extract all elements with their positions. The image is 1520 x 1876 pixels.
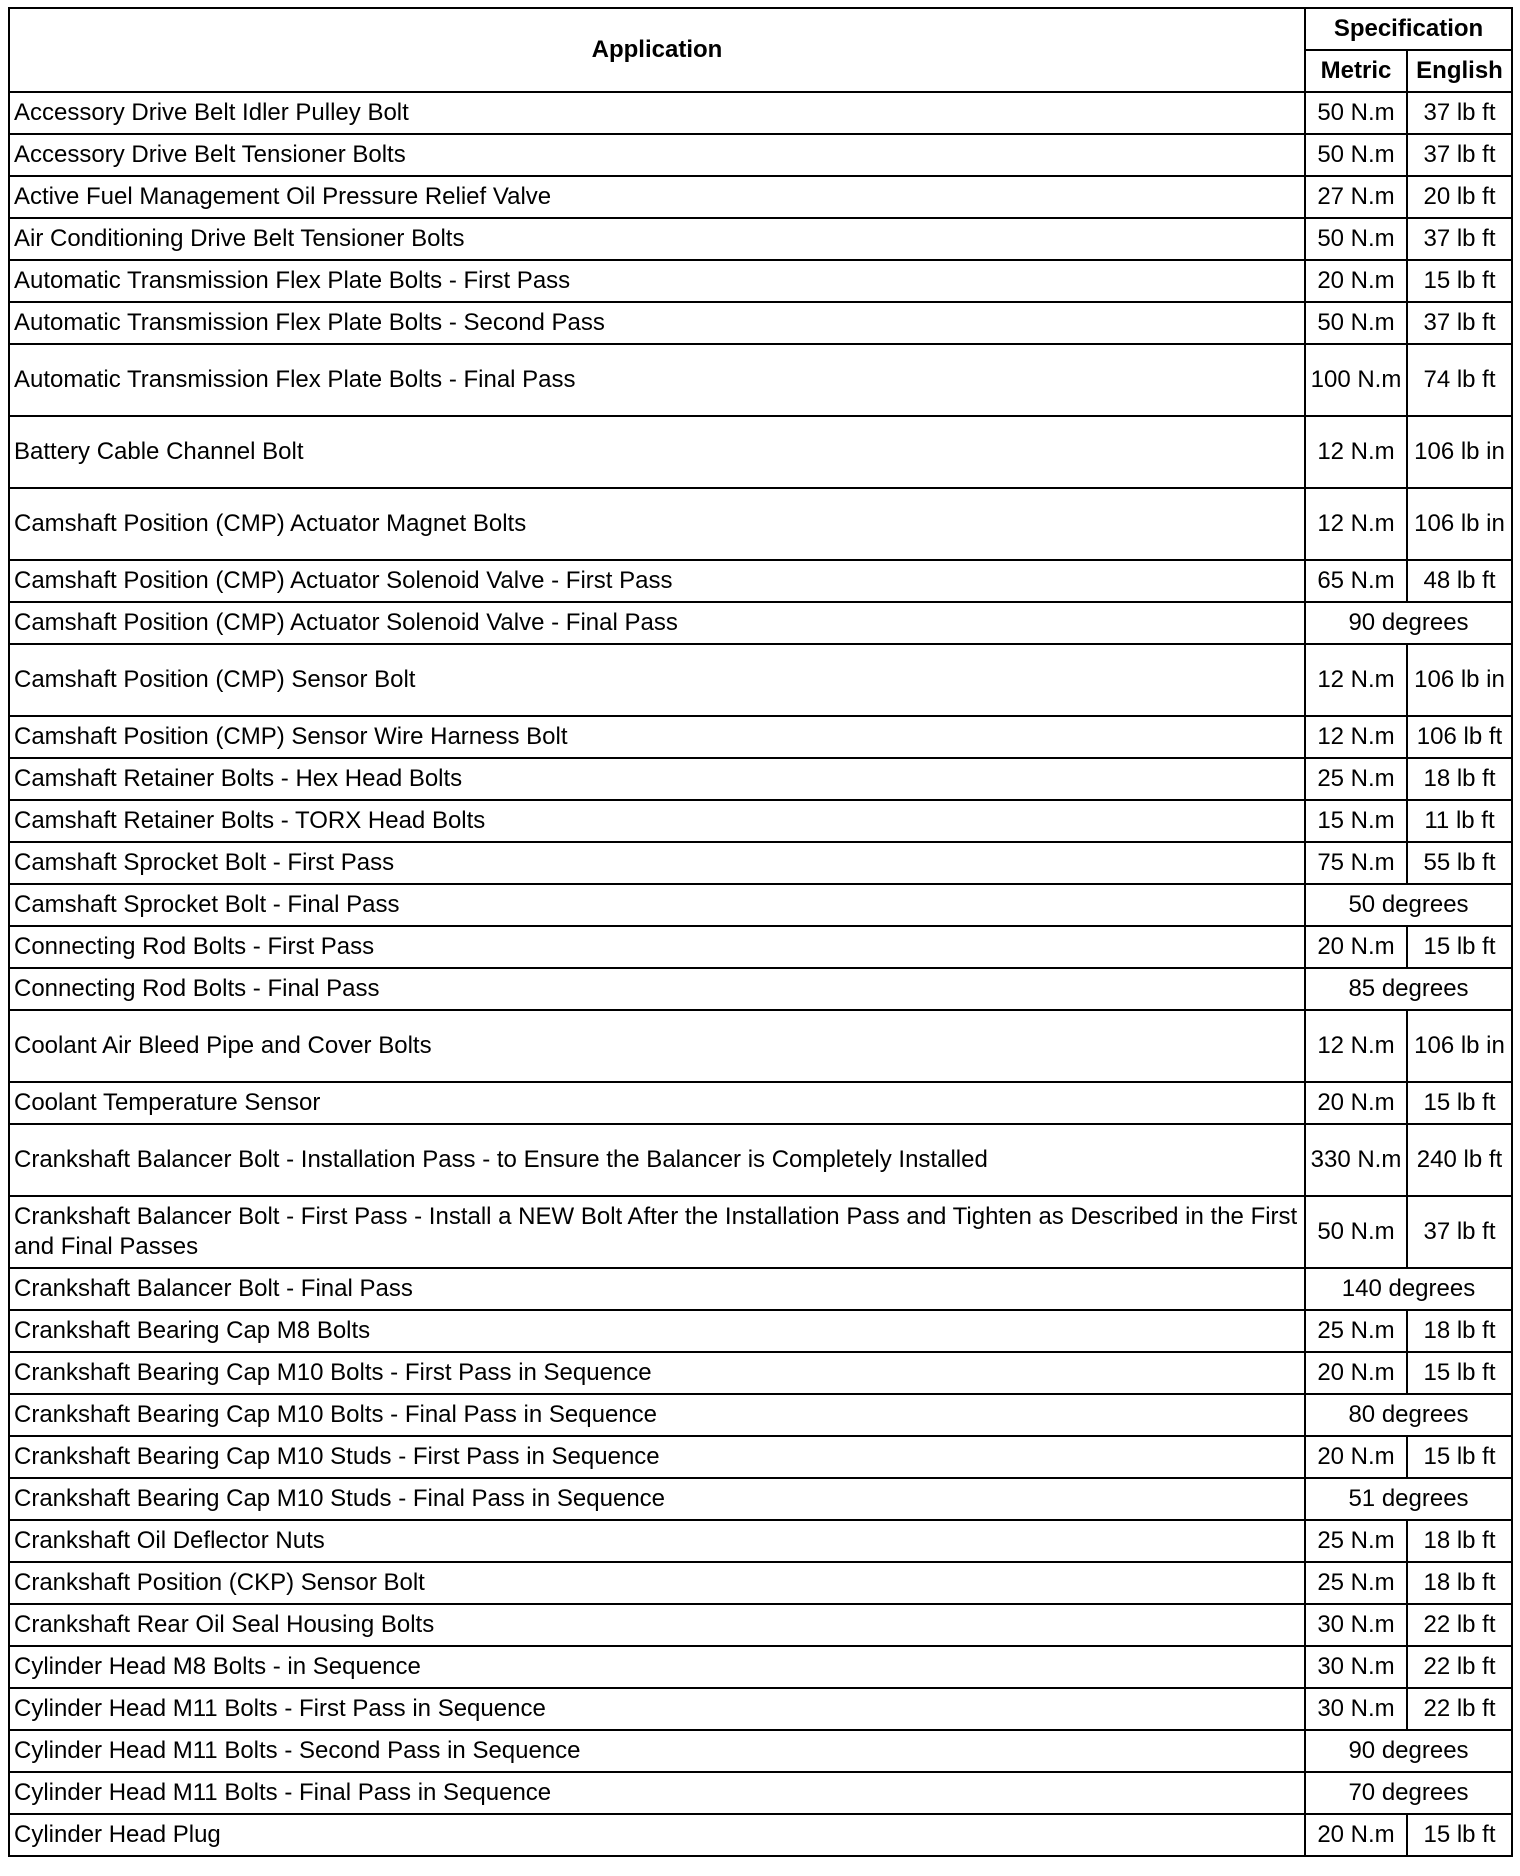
application-cell: Camshaft Retainer Bolts - Hex Head Bolts [9,758,1305,800]
english-cell: 55 lb ft [1407,842,1512,884]
application-cell: Camshaft Position (CMP) Actuator Magnet Bolts [9,488,1305,560]
angle-spec-cell: 140 degrees [1305,1268,1512,1310]
english-cell: 15 lb ft [1407,260,1512,302]
application-cell: Cylinder Head M8 Bolts - in Sequence [9,1646,1305,1688]
metric-cell: 25 N.m [1305,758,1407,800]
english-cell: 15 lb ft [1407,1352,1512,1394]
table-row [9,560,1512,602]
metric-cell: 25 N.m [1305,1520,1407,1562]
application-cell: Crankshaft Balancer Bolt - First Pass - Install a NEW Bolt After the Installation Pass and Tighten as Described in the First and Final Passes [9,1196,1305,1268]
angle-spec-cell: 51 degrees [1305,1478,1512,1520]
application-cell: Crankshaft Balancer Bolt - Installation Pass - to Ensure the Balancer is Completely Installed [9,1124,1305,1196]
metric-cell: 20 N.m [1305,1352,1407,1394]
metric-cell: 30 N.m [1305,1688,1407,1730]
english-cell: 18 lb ft [1407,1310,1512,1352]
english-cell: 106 lb in [1407,416,1512,488]
application-cell: Automatic Transmission Flex Plate Bolts - Second Pass [9,302,1305,344]
table-row [9,92,1512,134]
english-cell: 48 lb ft [1407,560,1512,602]
application-cell: Battery Cable Channel Bolt [9,416,1305,488]
english-cell: 15 lb ft [1407,926,1512,968]
angle-spec-cell: 90 degrees [1305,1730,1512,1772]
application-cell: Automatic Transmission Flex Plate Bolts - Final Pass [9,344,1305,416]
english-cell: 37 lb ft [1407,302,1512,344]
table-body [9,92,1512,1856]
english-cell: 18 lb ft [1407,758,1512,800]
application-cell: Active Fuel Management Oil Pressure Relief Valve [9,176,1305,218]
metric-cell: 20 N.m [1305,926,1407,968]
fastener-spec-table [8,7,1513,1857]
table-row [9,1268,1512,1310]
metric-cell: 20 N.m [1305,1436,1407,1478]
metric-cell: 25 N.m [1305,1562,1407,1604]
application-cell: Crankshaft Bearing Cap M10 Bolts - Final Pass in Sequence [9,1394,1305,1436]
english-cell: 240 lb ft [1407,1124,1512,1196]
metric-cell: 12 N.m [1305,488,1407,560]
metric-cell: 27 N.m [1305,176,1407,218]
metric-cell: 20 N.m [1305,260,1407,302]
angle-spec-cell: 80 degrees [1305,1394,1512,1436]
table-row [9,926,1512,968]
english-cell: 11 lb ft [1407,800,1512,842]
table-row [9,1394,1512,1436]
application-cell: Coolant Temperature Sensor [9,1082,1305,1124]
english-cell: 106 lb in [1407,644,1512,716]
angle-spec-cell: 90 degrees [1305,602,1512,644]
application-cell: Air Conditioning Drive Belt Tensioner Bolts [9,218,1305,260]
english-cell: 106 lb in [1407,1010,1512,1082]
specification-header: Specification [1305,8,1512,50]
application-cell: Accessory Drive Belt Tensioner Bolts [9,134,1305,176]
english-cell: 22 lb ft [1407,1646,1512,1688]
english-cell: 22 lb ft [1407,1688,1512,1730]
metric-cell: 20 N.m [1305,1082,1407,1124]
english-cell: 37 lb ft [1407,1196,1512,1268]
table-row [9,884,1512,926]
metric-cell: 15 N.m [1305,800,1407,842]
metric-cell: 75 N.m [1305,842,1407,884]
application-cell: Cylinder Head M11 Bolts - First Pass in Sequence [9,1688,1305,1730]
english-cell: 15 lb ft [1407,1814,1512,1856]
application-cell: Camshaft Position (CMP) Actuator Solenoid Valve - Final Pass [9,602,1305,644]
application-header: Application [9,8,1305,92]
metric-cell: 12 N.m [1305,644,1407,716]
application-cell: Camshaft Sprocket Bolt - First Pass [9,842,1305,884]
application-cell: Crankshaft Position (CKP) Sensor Bolt [9,1562,1305,1604]
table-row [9,1310,1512,1352]
application-cell: Connecting Rod Bolts - First Pass [9,926,1305,968]
application-cell: Automatic Transmission Flex Plate Bolts - First Pass [9,260,1305,302]
table-row [9,1478,1512,1520]
table-row [9,1814,1512,1856]
application-cell: Crankshaft Rear Oil Seal Housing Bolts [9,1604,1305,1646]
table-row [9,968,1512,1010]
table-row [9,644,1512,716]
table-row [9,716,1512,758]
table-row [9,842,1512,884]
metric-cell: 12 N.m [1305,716,1407,758]
application-cell: Cylinder Head M11 Bolts - Second Pass in Sequence [9,1730,1305,1772]
table-row [9,302,1512,344]
angle-spec-cell: 50 degrees [1305,884,1512,926]
english-header: English [1407,50,1512,92]
english-cell: 106 lb in [1407,488,1512,560]
application-cell: Cylinder Head M11 Bolts - Final Pass in Sequence [9,1772,1305,1814]
application-cell: Camshaft Position (CMP) Sensor Wire Harness Bolt [9,716,1305,758]
table-row [9,1772,1512,1814]
metric-cell: 50 N.m [1305,134,1407,176]
table-row [9,1688,1512,1730]
table-row [9,344,1512,416]
table-row [9,1604,1512,1646]
angle-spec-cell: 70 degrees [1305,1772,1512,1814]
table-row [9,1436,1512,1478]
application-cell: Camshaft Position (CMP) Sensor Bolt [9,644,1305,716]
english-cell: 106 lb ft [1407,716,1512,758]
metric-cell: 50 N.m [1305,92,1407,134]
table-row [9,1082,1512,1124]
english-cell: 15 lb ft [1407,1082,1512,1124]
metric-cell: 30 N.m [1305,1604,1407,1646]
english-cell: 74 lb ft [1407,344,1512,416]
table-row [9,488,1512,560]
application-cell: Crankshaft Bearing Cap M10 Bolts - First Pass in Sequence [9,1352,1305,1394]
english-cell: 18 lb ft [1407,1520,1512,1562]
table-row [9,260,1512,302]
metric-cell: 50 N.m [1305,1196,1407,1268]
english-cell: 20 lb ft [1407,176,1512,218]
english-cell: 37 lb ft [1407,134,1512,176]
english-cell: 37 lb ft [1407,218,1512,260]
application-cell: Crankshaft Bearing Cap M8 Bolts [9,1310,1305,1352]
table-row [9,176,1512,218]
table-row [9,602,1512,644]
application-cell: Crankshaft Balancer Bolt - Final Pass [9,1268,1305,1310]
metric-cell: 50 N.m [1305,302,1407,344]
header-row-top [9,8,1512,50]
table-row [9,1010,1512,1082]
table-row [9,218,1512,260]
metric-cell: 12 N.m [1305,416,1407,488]
metric-cell: 12 N.m [1305,1010,1407,1082]
english-cell: 37 lb ft [1407,92,1512,134]
table-row [9,758,1512,800]
table-row [9,1352,1512,1394]
application-cell: Crankshaft Oil Deflector Nuts [9,1520,1305,1562]
application-cell: Accessory Drive Belt Idler Pulley Bolt [9,92,1305,134]
application-cell: Camshaft Retainer Bolts - TORX Head Bolts [9,800,1305,842]
metric-cell: 65 N.m [1305,560,1407,602]
english-cell: 15 lb ft [1407,1436,1512,1478]
application-cell: Crankshaft Bearing Cap M10 Studs - Final Pass in Sequence [9,1478,1305,1520]
table-header [9,8,1512,92]
angle-spec-cell: 85 degrees [1305,968,1512,1010]
table-row [9,1562,1512,1604]
table-row [9,800,1512,842]
application-cell: Crankshaft Bearing Cap M10 Studs - First Pass in Sequence [9,1436,1305,1478]
english-cell: 18 lb ft [1407,1562,1512,1604]
application-cell: Camshaft Position (CMP) Actuator Solenoid Valve - First Pass [9,560,1305,602]
application-cell: Cylinder Head Plug [9,1814,1305,1856]
application-cell: Coolant Air Bleed Pipe and Cover Bolts [9,1010,1305,1082]
table-row [9,1196,1512,1268]
metric-cell: 100 N.m [1305,344,1407,416]
table-row [9,416,1512,488]
table-row [9,1124,1512,1196]
application-cell: Connecting Rod Bolts - Final Pass [9,968,1305,1010]
table-row [9,1730,1512,1772]
application-cell: Camshaft Sprocket Bolt - Final Pass [9,884,1305,926]
metric-cell: 25 N.m [1305,1310,1407,1352]
english-cell: 22 lb ft [1407,1604,1512,1646]
metric-cell: 30 N.m [1305,1646,1407,1688]
table-row [9,1646,1512,1688]
metric-header: Metric [1305,50,1407,92]
table-row [9,134,1512,176]
metric-cell: 20 N.m [1305,1814,1407,1856]
metric-cell: 50 N.m [1305,218,1407,260]
table-row [9,1520,1512,1562]
metric-cell: 330 N.m [1305,1124,1407,1196]
